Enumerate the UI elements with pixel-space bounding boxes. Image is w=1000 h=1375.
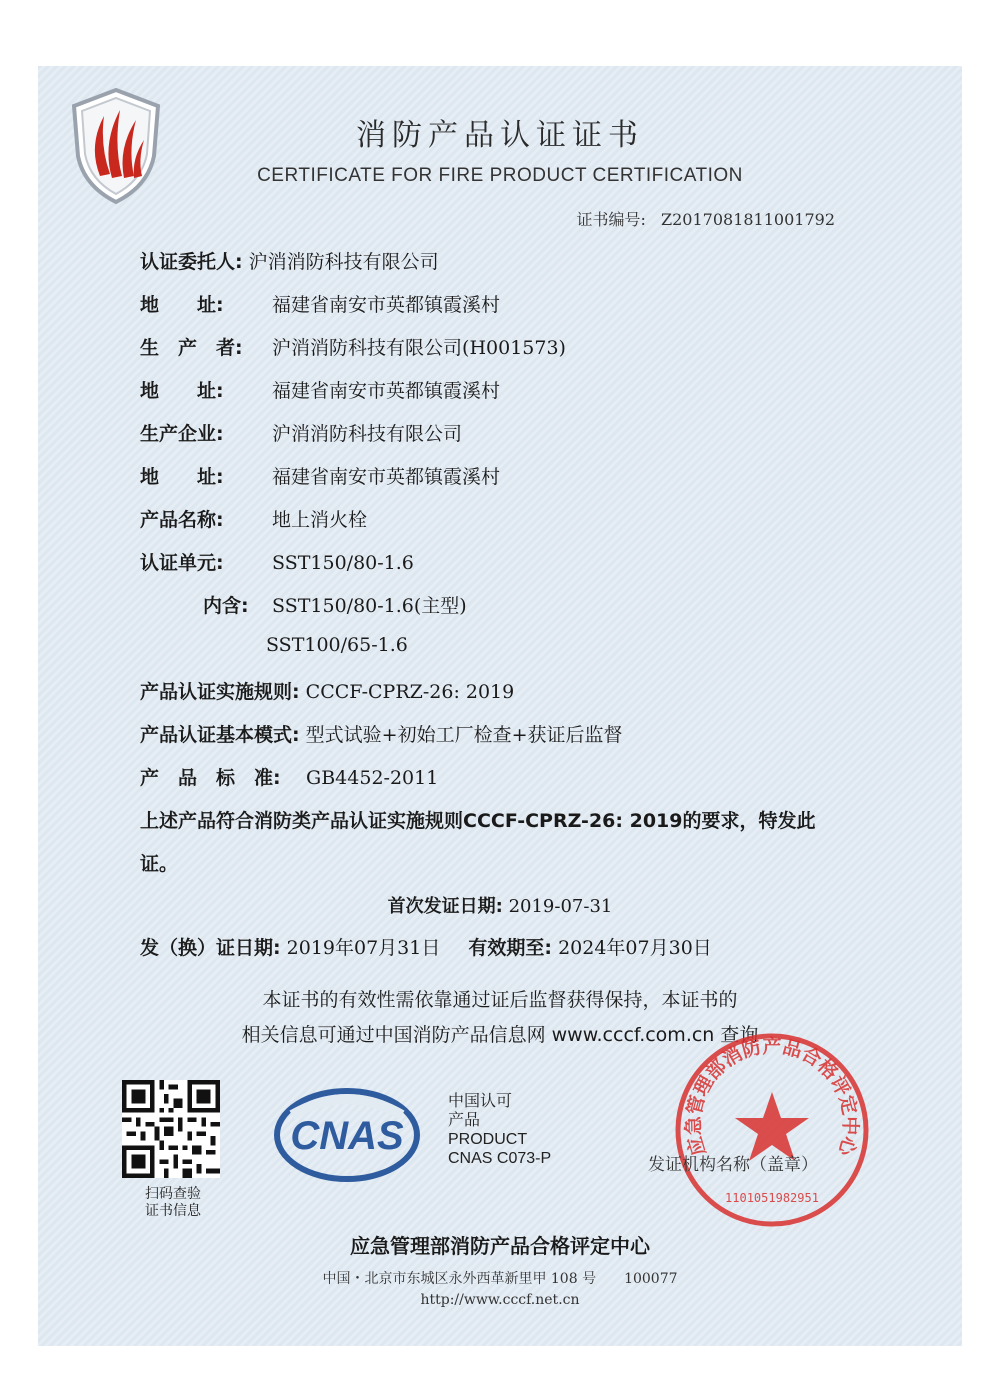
field-client: [140, 247, 439, 274]
field-factory: [140, 419, 462, 446]
cnas-logo-text: CNAS: [290, 1114, 404, 1158]
field-value: 沪消消防科技有限公司: [248, 251, 439, 273]
field-includes-item: [266, 634, 408, 656]
issue-date-label: 发（换）证日期:: [140, 937, 281, 959]
issuing-organization: 应急管理部消防产品合格评定中心: [350, 1234, 650, 1258]
field-value: 型式试验+初始工厂检查+获证后监督: [305, 724, 623, 746]
field-value: SST150/80-1.6: [272, 552, 414, 574]
field-label: 地 址:: [140, 380, 224, 402]
qr-caption-line: 扫码查验: [145, 1186, 201, 1202]
cnas-line: 中国认可: [448, 1093, 513, 1110]
field-value: 沪消消防科技有限公司(H001573): [272, 337, 566, 359]
cnas-line: CNAS C073-P: [448, 1150, 552, 1167]
first-issue-value: 2019-07-31: [508, 896, 613, 917]
qr-caption: [128, 1186, 218, 1220]
qr-code-icon[interactable]: [122, 1080, 220, 1178]
field-mode: [140, 720, 623, 747]
issuer-label: 发证机构名称（盖章）: [648, 1155, 818, 1175]
declaration: 上述产品符合消防类产品认证实施规则CCCF-CPRZ-26: 2019的要求，特发此证。: [140, 810, 816, 875]
field-value: 沪消消防科技有限公司: [272, 423, 463, 445]
first-issue-label: 首次发证日期:: [387, 896, 503, 917]
field-client-address: [140, 290, 500, 317]
cnas-line: 产品: [448, 1112, 481, 1129]
seal-text: 应急管理部消防产品合格评定中心: [682, 1035, 862, 1159]
certificate-number-label: 证书编号:: [576, 210, 646, 229]
field-label: 产品认证实施规则:: [140, 681, 300, 703]
field-value: 地上消火栓: [272, 509, 368, 531]
field-manufacturer-address: [140, 376, 500, 403]
field-value: 福建省南安市英都镇霞溪村: [272, 466, 501, 488]
issue-date-value: 2019年07月31日: [286, 937, 441, 959]
certificate-title-english: CERTIFICATE FOR FIRE PRODUCT CERTIFICATION: [257, 165, 743, 186]
valid-until-label: 有效期至:: [468, 937, 553, 959]
organization-address: 中国・北京市东城区永外西革新里甲 108 号 100077: [322, 1271, 678, 1287]
certificate-title: 消防产品认证证书: [356, 118, 644, 153]
field-value: GB4452-2011: [306, 767, 439, 789]
cnas-accreditation: [448, 1092, 551, 1168]
field-label: 产 品 标 准:: [140, 767, 281, 789]
field-label: 地 址:: [140, 294, 224, 316]
field-value: 福建省南安市英都镇霞溪村: [272, 380, 501, 402]
field-product-name: [140, 505, 367, 532]
field-manufacturer: [140, 333, 566, 360]
cnas-line: PRODUCT: [448, 1131, 528, 1148]
certificate-number: [577, 207, 836, 230]
field-value: SST100/65-1.6: [266, 634, 408, 656]
seal-number: 1101051982951: [725, 1191, 819, 1205]
notice-line-2: 相关信息可通过中国消防产品信息网 www.cccf.com.cn 查询: [241, 1024, 759, 1046]
field-label: 地 址:: [140, 466, 224, 488]
field-value: CCCF-CPRZ-26: 2019: [305, 681, 515, 703]
official-seal-icon: [672, 1030, 872, 1230]
issue-date-row: [140, 933, 712, 960]
field-label: 产品名称:: [140, 509, 224, 531]
notice-line-1: 本证书的有效性需依靠通过证后监督获得保持，本证书的: [262, 989, 738, 1011]
cnas-logo-icon: [272, 1085, 422, 1185]
field-cert-unit: [140, 548, 414, 575]
field-label: 生产企业:: [140, 423, 224, 445]
field-includes: [203, 591, 467, 618]
first-issue-date: [0, 892, 1000, 918]
qr-caption-line: 证书信息: [145, 1203, 201, 1219]
organization-url[interactable]: http://www.cccf.net.cn: [420, 1292, 580, 1308]
field-value: SST150/80-1.6(主型): [272, 595, 467, 617]
field-label: 产品认证基本模式:: [140, 724, 300, 746]
valid-until-value: 2024年07月30日: [558, 937, 712, 959]
field-label: 认证单元:: [140, 552, 224, 574]
field-factory-address: [140, 462, 500, 489]
field-value: 福建省南安市英都镇霞溪村: [272, 294, 501, 316]
field-label: 内含:: [203, 595, 249, 617]
certificate-number-value: Z2017081811001792: [661, 210, 835, 229]
field-label: 生 产 者:: [140, 337, 243, 359]
field-standard: [140, 763, 438, 790]
field-label: 认证委托人:: [140, 251, 243, 273]
field-rules: [140, 677, 514, 704]
